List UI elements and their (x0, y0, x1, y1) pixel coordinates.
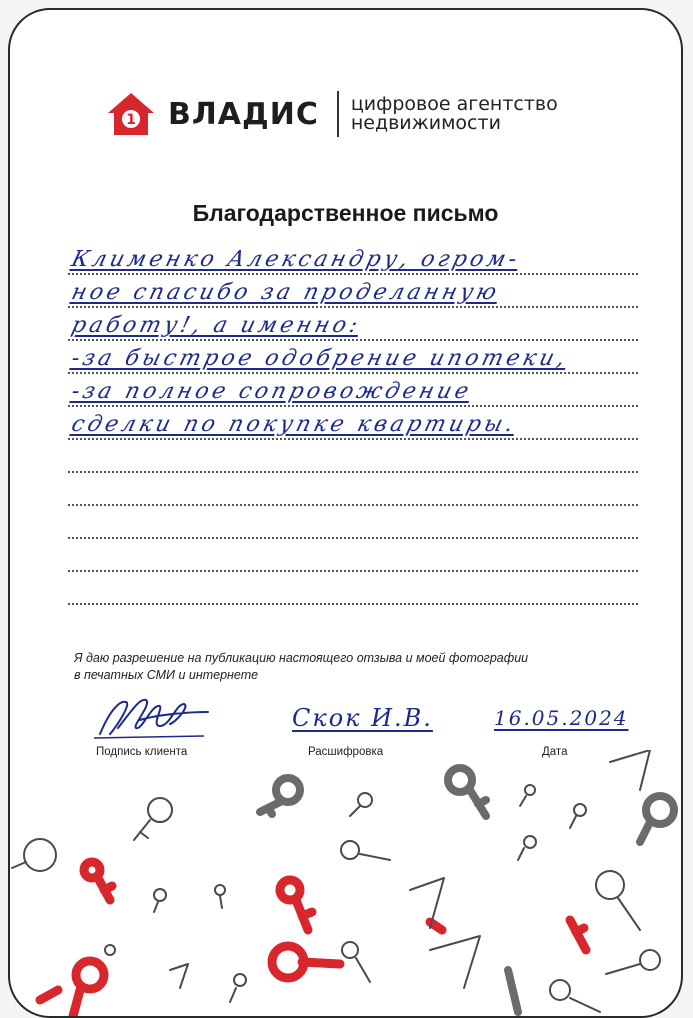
letter-line (68, 242, 638, 275)
handwritten-text: сделки по покупке квартиры. (68, 412, 520, 437)
handwritten-text: -за быстрое одобрение ипотеки, (68, 346, 571, 371)
letter-line (68, 407, 638, 440)
letter-line (68, 374, 638, 407)
tagline-line-1: цифровое агентство (350, 93, 558, 115)
letter-line (68, 341, 638, 374)
client-signature-block (80, 690, 220, 758)
logo-separator (337, 91, 339, 137)
publication-consent (74, 650, 594, 684)
house-key-logo-icon (106, 91, 156, 137)
handwritten-text: -за полное сопровождение (68, 379, 475, 404)
signature-caption: Подпись клиента (96, 746, 188, 758)
decoding-caption: Расшифровка (308, 746, 384, 758)
handwritten-text: ное спасибо за проделанную (68, 280, 503, 305)
letter-line (68, 440, 638, 473)
letter-lines (68, 242, 638, 605)
letter-line (68, 506, 638, 539)
tagline (351, 95, 558, 133)
handwritten-text: работу!, а именно: (68, 313, 364, 338)
client-signature-scribble (80, 690, 220, 744)
date-caption: Дата (542, 746, 568, 758)
date-value: 16.05.2024 (494, 706, 629, 730)
letter-line (68, 572, 638, 605)
letter-line (68, 539, 638, 572)
letter-line (68, 275, 638, 308)
letter-line (68, 308, 638, 341)
decoding-value: Скок И.В. (292, 704, 433, 732)
brand-name: ВЛАДИС (168, 96, 319, 132)
handwritten-text: Клименко Александру, огром- (68, 247, 523, 272)
tagline-line-2: недвижимости (350, 112, 501, 134)
consent-line-2: в печатных СМИ и интернете (74, 668, 259, 682)
key-pattern-decoration (10, 750, 683, 1018)
logo (106, 84, 558, 144)
logo-digit: 1 (126, 112, 136, 128)
document-title: Благодарственное письмо (192, 200, 499, 226)
letter-line (68, 473, 638, 506)
letter-sheet (8, 8, 683, 1018)
consent-line-1: Я даю разрешение на публикацию настоящего отзыва и моей фотографии (74, 651, 529, 665)
